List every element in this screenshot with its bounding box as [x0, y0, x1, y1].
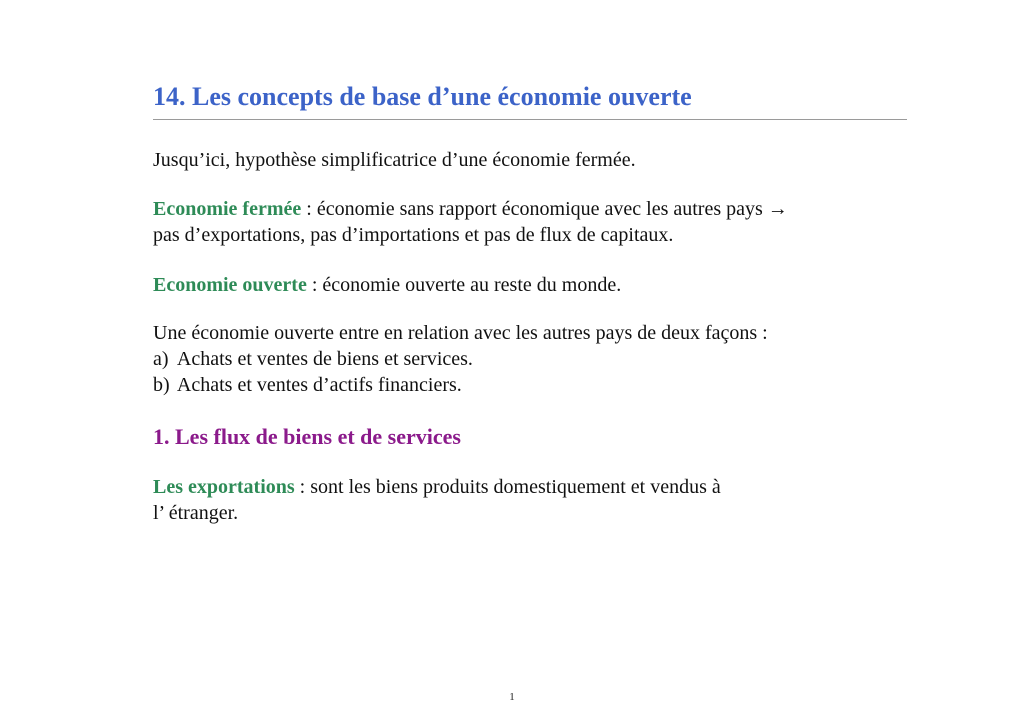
relations-item-b: [153, 372, 768, 398]
exports-term: Les exportations: [153, 476, 295, 498]
open-economy-term: Economie ouverte: [153, 274, 307, 296]
relations-item-a: [153, 346, 768, 372]
closed-economy-line-2: pas d’exportations, pas d’importations et pas de flux de capitaux.: [153, 224, 674, 246]
closed-economy-definition: [153, 196, 788, 248]
exports-definition: [153, 474, 721, 526]
item-text: Achats et ventes d’actifs financiers.: [176, 374, 462, 396]
title-divider: [153, 119, 907, 120]
closed-economy-line-1: [153, 196, 788, 222]
exports-line-2: l’ étranger.: [153, 502, 239, 524]
exports-text: : sont les biens produits domestiquement et vendus à: [294, 476, 721, 498]
relations-lead: Une économie ouverte entre en relation avec les autres pays de deux façons :: [153, 322, 768, 344]
closed-economy-text: : économie sans rapport économique avec les autres pays →: [301, 198, 788, 220]
page-number: 1: [509, 691, 515, 703]
item-marker: b): [153, 374, 170, 396]
closed-economy-term: Economie fermée: [153, 198, 302, 220]
item-marker: a): [153, 348, 169, 370]
open-economy-definition: [153, 272, 621, 298]
relations-block: [153, 320, 768, 398]
item-text: Achats et ventes de biens et services.: [176, 348, 473, 370]
open-economy-text: : économie ouverte au reste du monde.: [306, 274, 622, 296]
page-title: 14. Les concepts de base d’une économie ouverte: [153, 82, 692, 111]
exports-line-1: [153, 474, 721, 500]
section-heading: 1. Les flux de biens et de services: [153, 424, 461, 449]
intro-text: Jusqu’ici, hypothèse simplificatrice d’une économie fermée.: [153, 149, 636, 171]
